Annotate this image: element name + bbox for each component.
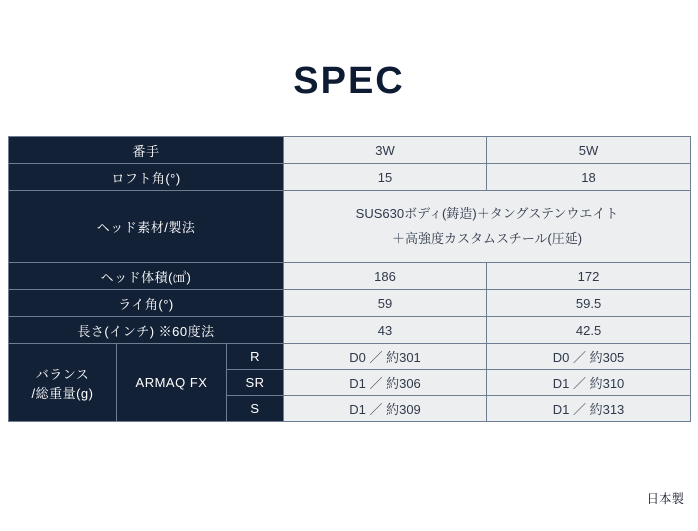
- spec-table-wrapper: [8, 136, 690, 422]
- cell-shaft-name: ARMAQ FX: [117, 344, 227, 422]
- cell-lie-angle-5w: 59.5: [487, 290, 691, 317]
- cell-club-number-5w: 5W: [487, 137, 691, 164]
- row-label-head-material: ヘッド素材/製法: [9, 191, 284, 263]
- cell-loft-3w: 15: [284, 164, 487, 191]
- cell-flex-s: S: [227, 396, 284, 422]
- cell-lie-angle-3w: 59: [284, 290, 487, 317]
- head-material-line-1: SUS630ボディ(鋳造)＋タングステンウエイト: [355, 205, 619, 221]
- table-row: [9, 344, 691, 370]
- page-title: SPEC: [293, 60, 405, 102]
- table-row: [9, 191, 691, 263]
- cell-head-volume-3w: 186: [284, 263, 487, 290]
- row-label-loft: ロフト角(°): [9, 164, 284, 191]
- table-row: [9, 290, 691, 317]
- cell-loft-5w: 18: [487, 164, 691, 191]
- table-row: [9, 137, 691, 164]
- table-row: [9, 263, 691, 290]
- head-material-line-2: ＋高強度カスタムスチール(圧延): [391, 230, 583, 246]
- cell-balance-s-3w: D1 ／ 約309: [284, 396, 487, 422]
- cell-flex-r: R: [227, 344, 284, 370]
- cell-length-3w: 43: [284, 317, 487, 344]
- cell-balance-sr-3w: D1 ／ 約306: [284, 370, 487, 396]
- made-in-japan-note: 日本製: [646, 492, 684, 506]
- row-label-length: 長さ(インチ) ※60度法: [9, 317, 284, 344]
- cell-balance-r-3w: D0 ／ 約301: [284, 344, 487, 370]
- table-row: [9, 317, 691, 344]
- table-row: [9, 164, 691, 191]
- cell-club-number-3w: 3W: [284, 137, 487, 164]
- balance-label-line-2: /総重量(g): [31, 385, 94, 401]
- cell-balance-sr-5w: D1 ／ 約310: [487, 370, 691, 396]
- spec-table: [8, 136, 691, 422]
- cell-balance-r-5w: D0 ／ 約305: [487, 344, 691, 370]
- cell-head-material: [284, 191, 691, 263]
- cell-balance-s-5w: D1 ／ 約313: [487, 396, 691, 422]
- balance-label-line-1: バランス: [35, 366, 90, 382]
- row-label-club-number: 番手: [9, 137, 284, 164]
- row-label-head-volume: ヘッド体積(㎤): [9, 263, 284, 290]
- row-label-lie-angle: ライ角(°): [9, 290, 284, 317]
- row-label-balance-weight: [9, 344, 117, 422]
- cell-flex-sr: SR: [227, 370, 284, 396]
- cell-head-volume-5w: 172: [487, 263, 691, 290]
- cell-length-5w: 42.5: [487, 317, 691, 344]
